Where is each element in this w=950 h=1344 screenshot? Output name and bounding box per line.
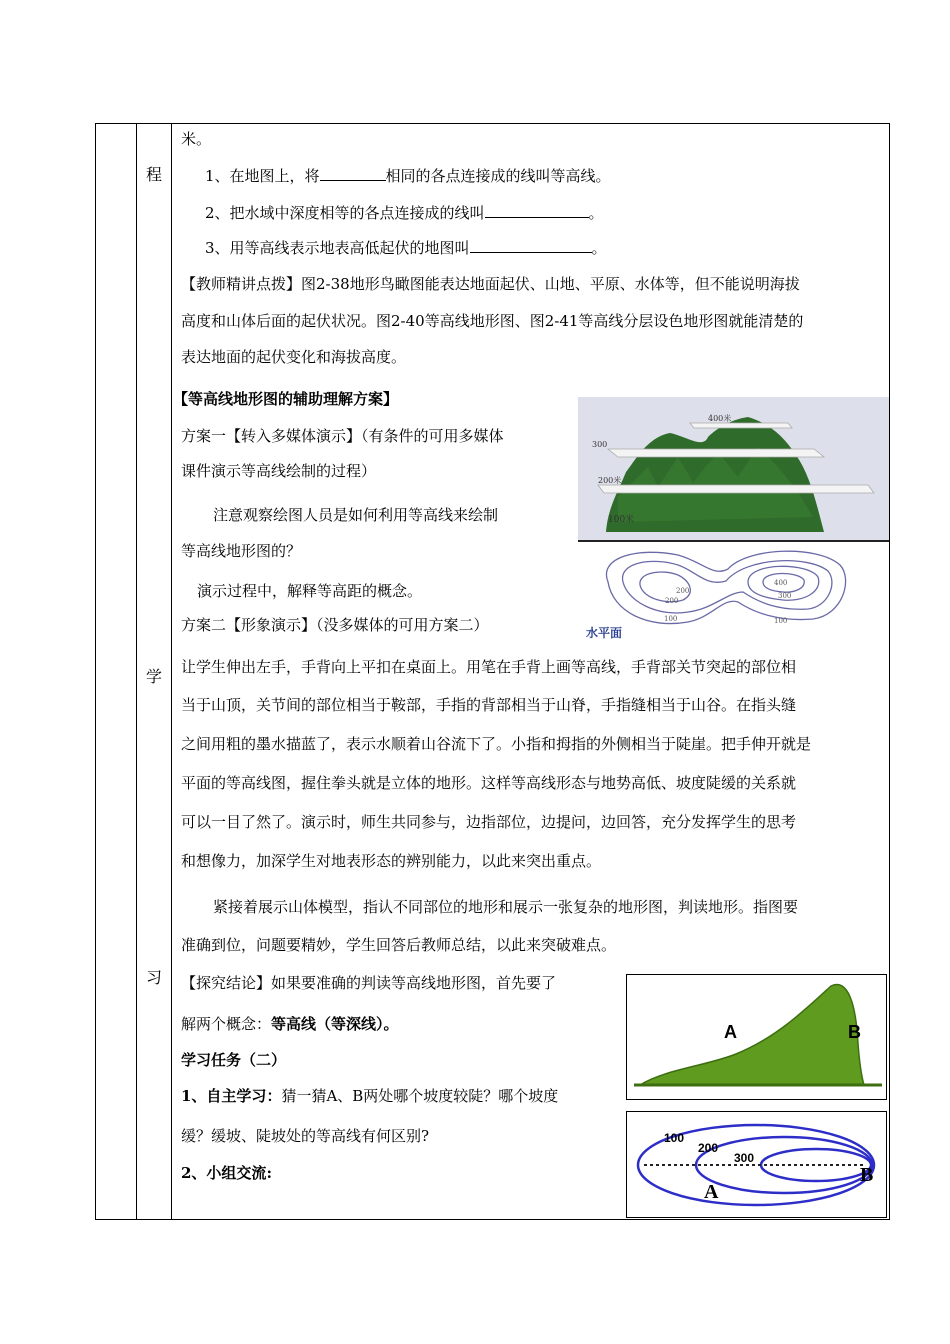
text-line: 米。: [181, 130, 212, 148]
text-line: 1、自主学习：: [181, 1087, 282, 1105]
hand-demo: 和想像力，加深学生对地表形态的辨别能力，以此来突出重点。: [181, 852, 602, 870]
group-discussion: 2、小组交流:: [181, 1164, 272, 1182]
model-demo: 准确到位，问题要精妙，学生回答后教师总结，以此来突破难点。: [181, 936, 617, 954]
text-line: 2、把水域中深度相等的各点连接成的线叫: [205, 204, 485, 222]
label-400: 400米: [708, 414, 732, 423]
point-b-label: B: [848, 1022, 861, 1042]
contour-label: 300: [778, 592, 792, 600]
answer-blank: [320, 180, 386, 181]
label-300: 300: [592, 440, 608, 449]
question-3: [205, 237, 607, 258]
text-line: 解两个概念：: [181, 1015, 272, 1033]
table-divider: [171, 123, 172, 1220]
hand-demo: 当于山顶，关节间的部位相当于鞍部，手指的背部相当于山脊，手指缝相当于山谷。在指头缝: [181, 696, 797, 714]
conclusion: [181, 1013, 399, 1034]
label-100: 100米: [608, 515, 635, 525]
text-line: 方案二【形象演示】（没多媒体的可用方案二）: [181, 616, 489, 634]
text-line: 3、用等高线表示地表高低起伏的地图叫: [205, 239, 470, 257]
contour-label-200: 200: [698, 1141, 719, 1155]
question-2: [205, 202, 604, 223]
slope-comparison-figure: [626, 974, 887, 1218]
text-line: 猜一猜A、B两处哪个坡度较陡？哪个坡度: [281, 1087, 559, 1105]
text-line: 相同的各点连接成的线叫等高线。: [385, 167, 611, 185]
task-title: 学习任务（二）: [181, 1051, 287, 1069]
question-1: [205, 165, 611, 186]
plane-200: [598, 485, 874, 493]
label-200: 200米: [598, 476, 622, 485]
contour-label-300: 300: [734, 1151, 755, 1165]
text-line: 。: [588, 204, 604, 222]
table-divider: [136, 123, 137, 1220]
side-label: 学: [146, 667, 163, 686]
plane-300: [608, 449, 824, 457]
text-line: 演示过程中，解释等高距的概念。: [197, 582, 423, 600]
contour-label: 100: [774, 617, 788, 625]
answer-blank: [485, 217, 589, 218]
teacher-note: 【教师精讲点拨】图2-38地形鸟瞰图能表达地面起伏、山地、平原、水体等，但不能说明海拔: [181, 275, 800, 293]
conclusion: 【探究结论】如果要准确的判读等高线地形图，首先要了: [181, 974, 557, 992]
text-line: 等高线地形图的？: [181, 542, 302, 560]
side-label: 习: [146, 968, 163, 987]
self-study: [181, 1085, 558, 1106]
contour-label-100: 100: [664, 1131, 685, 1145]
hand-demo: 之间用粗的墨水描蓝了，表示水顺着山谷流下了。小指和拇指的外侧相当于陡崖。把手伸开就是: [181, 735, 812, 753]
teacher-note: 表达地面的起伏变化和海拔高度。: [181, 348, 407, 366]
text-line: 课件演示等高线绘制的过程）: [181, 462, 377, 480]
contour-point-b: B: [860, 1164, 874, 1186]
contour-label: 200: [676, 587, 690, 595]
plane-400: [690, 423, 792, 428]
self-study: 缓？缓坡、陡坡处的等高线有何区别?: [181, 1127, 430, 1145]
side-label: 程: [146, 165, 163, 184]
contour-frame: [627, 1112, 887, 1218]
contour-label: 100: [664, 615, 678, 623]
contour-label: 200: [665, 597, 679, 605]
plan-title: 【等高线地形图的辅助理解方案】: [173, 390, 399, 408]
teacher-note: 高度和山体后面的起伏状况。图2-40等高线地形图、图2-41等高线分层设色地形图就能清楚的: [181, 312, 804, 330]
hand-demo: 让学生伸出左手，手背向上平扣在桌面上。用笔在手背上画等高线，手背部关节突起的部位相: [181, 658, 797, 676]
plane-label: 水平面: [586, 626, 623, 640]
text-line: 。: [591, 239, 607, 257]
contour-label: 400: [774, 579, 788, 587]
point-a-label: A: [724, 1022, 737, 1042]
answer-blank: [470, 252, 592, 253]
contour-point-a: A: [704, 1181, 719, 1203]
hand-demo: 可以一目了然了。演示时，师生共同参与，边指部位，边提问，边回答，充分发挥学生的思考: [181, 813, 797, 831]
contour-drawing-figure: [578, 397, 889, 647]
hand-demo: 平面的等高线图，握住拳头就是立体的地形。这样等高线形态与地势高低、坡度陡缓的关系就: [181, 774, 797, 792]
text-line: 等高线（等深线）。: [271, 1015, 399, 1033]
text-line: 注意观察绘图人员是如何利用等高线来绘制: [213, 506, 499, 524]
text-line: 1、在地图上，将: [205, 167, 320, 185]
model-demo: 紧接着展示山体模型，指认不同部位的地形和展示一张复杂的地形图，判读地形。指图要: [213, 898, 799, 916]
text-line: 方案一【转入多媒体演示】（有条件的可用多媒体: [181, 427, 504, 445]
